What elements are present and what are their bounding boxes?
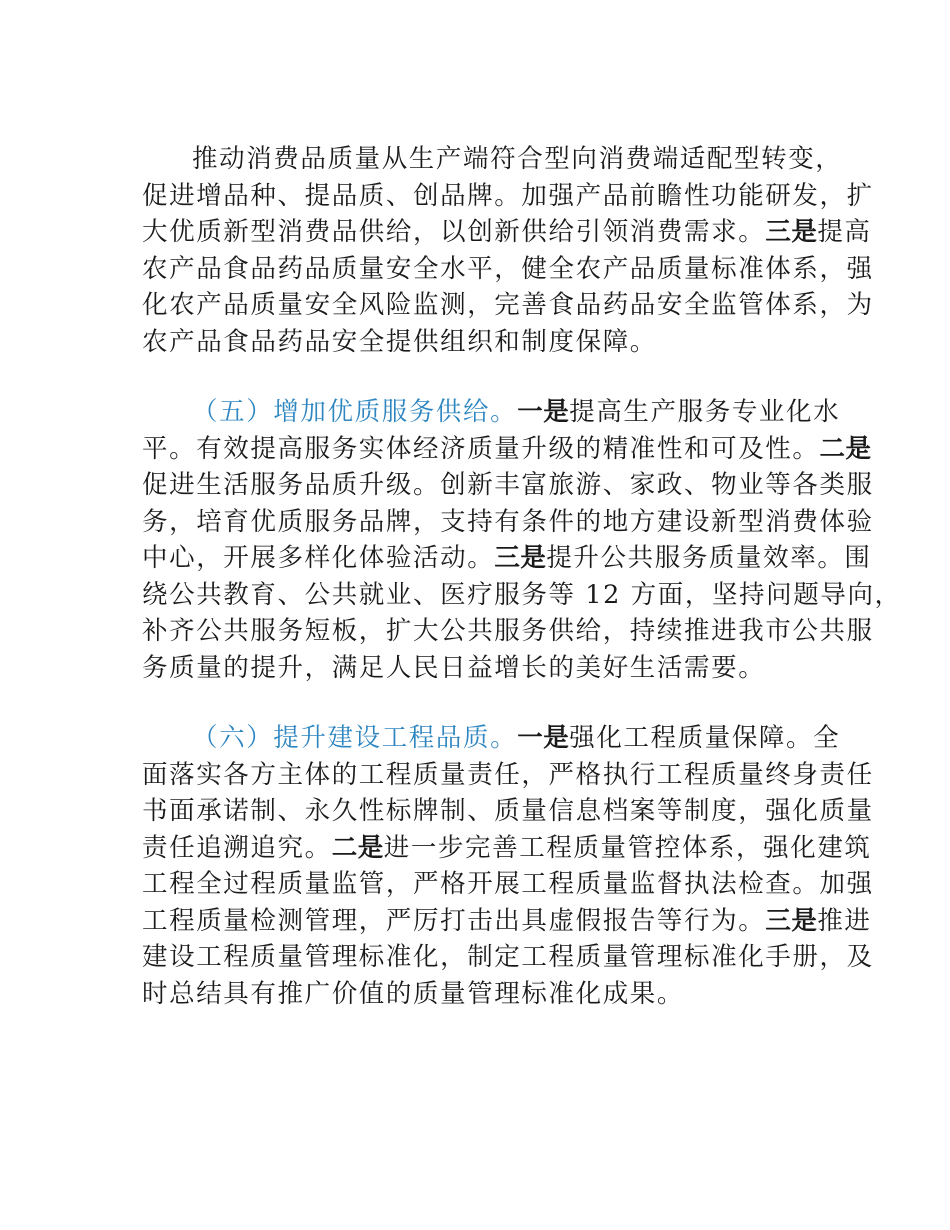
text-line: 面落实各方主体的工程质量责任，严格执行工程质量终身责任 [142, 759, 874, 790]
bold-ordinal: 三是 [494, 543, 547, 573]
bold-ordinal: 三是 [765, 905, 818, 936]
text-line: 务质量的提升，满足人民日益增长的美好生活需要。 [142, 652, 766, 683]
text-line: 农产品食品药品安全提供组织和制度保障。 [142, 326, 657, 357]
bold-ordinal: 二是 [819, 433, 872, 464]
text-line: 工程全过程质量监管，严格开展工程质量监督执法检查。加强 [142, 869, 874, 899]
text-span: 大优质新型消费品供给，以创新供给引领消费需求。 [142, 217, 766, 247]
bold-ordinal: 二是 [331, 832, 384, 863]
text-line: 农产品食品药品质量安全水平，健全农产品质量标准体系，强 [142, 253, 874, 284]
text-span: 进一步完善工程质量管控体系，强化建筑 [383, 832, 872, 863]
text-line [142, 214, 872, 251]
text-span: 中心，开展多样化体验活动。 [142, 543, 495, 573]
paragraph-gap [142, 686, 812, 720]
text-line [142, 431, 872, 468]
text-line: 书面承诺制、永久性标牌制、质量信息档案等制度，强化质量 [142, 796, 874, 826]
bold-ordinal: 一是 [517, 397, 570, 427]
text-span: 工程质量检测管理，严厉打击出具虚假报告等行为。 [142, 905, 766, 936]
text-line: 促进生活服务品质升级。创新丰富旅游、家政、物业等各类服 [142, 470, 874, 500]
paragraph-gap [142, 360, 812, 394]
text-line [142, 830, 872, 867]
text-line: 时总结具有推广价值的质量管理标准化成果。 [142, 978, 685, 1009]
paragraph-construction-quality [142, 720, 874, 1012]
text-span: 提升公共服务质量效率。围 [546, 543, 872, 573]
bold-ordinal: 一是 [517, 723, 570, 753]
text-line: 绕公共教育、公共就业、医疗服务等 12 方面，坚持问题导向， [142, 579, 902, 610]
section-heading: （五）增加优质服务供给。 [192, 397, 518, 427]
text-line: 建设工程质量管理标准化，制定工程质量管理标准化手册，及 [142, 942, 874, 972]
paragraph-consumer-goods [142, 141, 874, 360]
text-span: 平。有效提高服务实体经济质量升级的精准性和可及性。 [142, 433, 820, 464]
text-line: 促进增品种、提品质、创品牌。加强产品前瞻性功能研发，扩 [142, 180, 874, 211]
text-span: 提高 [817, 217, 872, 247]
paragraph-service-supply [142, 394, 902, 686]
text-span: 责任追溯追究。 [142, 832, 332, 863]
text-line [142, 394, 841, 431]
text-span: 强化工程质量保障。全 [569, 723, 841, 753]
section-heading: （六）提升建设工程品质。 [192, 723, 518, 753]
text-span: 推进 [817, 905, 872, 936]
text-line: 务，培育优质服务品牌，支持有条件的地方建设新型消费体验 [142, 506, 874, 537]
text-line [142, 540, 872, 577]
text-line [142, 903, 872, 940]
text-span: 提高生产服务专业化水 [569, 397, 841, 427]
text-line: 推动消费品质量从生产端符合型向消费端适配型转变， [192, 144, 843, 174]
document-body [142, 141, 902, 1012]
text-line [142, 720, 841, 757]
text-line: 补齐公共服务短板，扩大公共服务供给，持续推进我市公共服 [142, 616, 874, 646]
text-line: 化农产品质量安全风险监测，完善食品药品安全监管体系，为 [142, 290, 874, 320]
bold-ordinal: 三是 [765, 217, 818, 247]
